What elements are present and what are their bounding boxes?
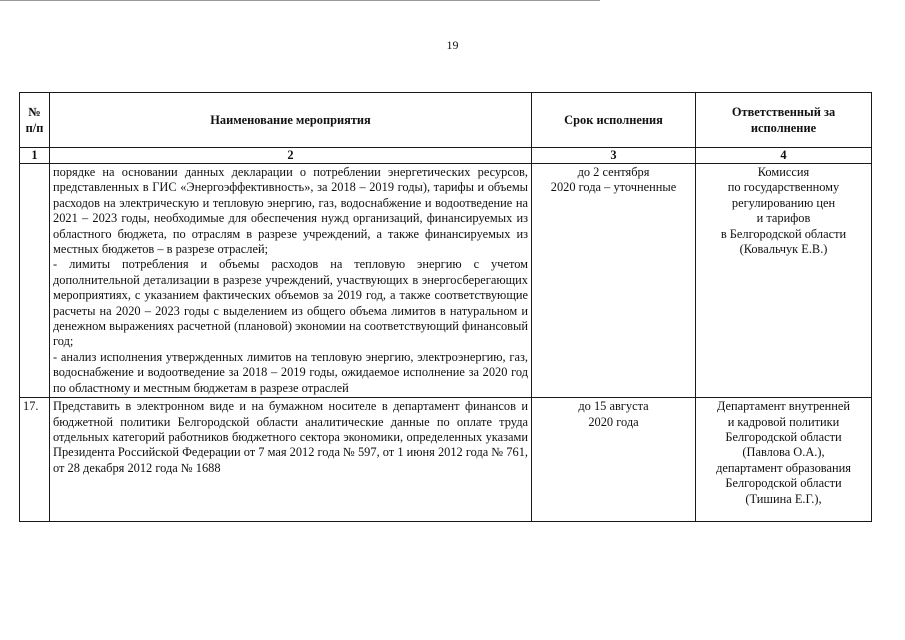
description-paragraph: порядке на основании данных декларации о потреблении энергетических ресурсов, представленных в ГИС «Энергоэффективность», за 2018 – 2019 годы), тарифы и объемы расходов на электрическую и тепловую энергию, газ, водоснабжение и водоотведение на 2021 – 2023 годы, необходимые для обеспечения нужд организаций, финансируемых из областного бюджета, по отраслям в разрезе учреждений, а также финансируемых из местных бюджетов – в разрезе отраслей;	[53, 165, 528, 257]
column-number-3: 3	[532, 148, 696, 164]
responsible-line: Комиссия	[757, 165, 810, 179]
table-row	[20, 164, 872, 398]
row-responsible	[696, 164, 872, 398]
term-line: до 15 августа	[578, 399, 649, 414]
row-term	[532, 164, 696, 398]
responsible-line: Департамент внутренней	[716, 399, 851, 414]
responsible-line: (Тишина Е.Г.),	[745, 491, 822, 506]
page-top-rule	[0, 0, 600, 1]
responsible-line: (Павлова О.А.),	[742, 445, 825, 460]
header-num	[20, 93, 50, 148]
responsible-line: Белгородской области	[725, 429, 842, 444]
header-responsible	[696, 93, 872, 148]
term-line: 2020 года – уточненные	[550, 180, 677, 195]
responsible-line: по государственному	[727, 180, 840, 195]
row-term	[532, 398, 696, 522]
column-number-row	[20, 148, 872, 164]
term-line: 2020 года	[588, 414, 639, 429]
term-line: до 2 сентября	[577, 165, 650, 179]
action-plan-table	[19, 92, 872, 522]
table-row	[20, 398, 872, 522]
responsible-line: регулированию цен	[731, 195, 836, 210]
description-paragraph: Представить в электронном виде и на бумажном носителе в департамент финансов и бюджетной политики Белгородской области аналитические данные по оплате труда отдельных категорий работников бюджетного сектора экономики, определенных указами Президента Российской Федерации от 7 мая 2012 года № 597, от 1 июня 2012 года № 761, от 28 декабря 2012 года № 1688	[53, 399, 528, 475]
row-description	[50, 398, 532, 522]
responsible-line: и кадровой политики	[727, 414, 840, 429]
row-number	[20, 164, 50, 398]
responsible-line: департамент образования	[716, 460, 851, 475]
responsible-line: (Ковальчук Е.В.)	[739, 242, 828, 257]
page-number: 19	[446, 38, 459, 52]
column-number-1: 1	[20, 148, 50, 164]
header-term: Срок исполнения	[532, 93, 696, 148]
responsible-line: и тарифов	[756, 211, 811, 226]
row-description	[50, 164, 532, 398]
header-num-label: № п/п	[25, 105, 44, 135]
table-header-row	[20, 93, 872, 148]
responsible-line: в Белгородской области	[720, 226, 847, 241]
description-paragraph: - лимиты потребления и объемы расходов на тепловую энергию с учетом дополнительной детализации в разрезе учреждений, участвующих в энергосберегающих мероприятиях, с указанием фактических объемов за 2019 год, а также соответствующие расчеты на 2020 – 2023 годы с выделением из общего объема лимитов в натуральном и денежном выражениях расчетной (плановой) экономии на соответствующий финансовый год;	[53, 257, 528, 349]
row-number: 17.	[20, 398, 50, 522]
column-number-4: 4	[696, 148, 872, 164]
description-paragraph: - анализ исполнения утвержденных лимитов на тепловую энергию, электроэнергию, газ, водоснабжение и водоотведение за 2018 – 2019 годы, ожидаемое исполнение за 2020 год по областному и местным бюджетам в разрезе отраслей	[53, 349, 528, 395]
header-name: Наименование мероприятия	[50, 93, 532, 148]
responsible-line: Белгородской области	[725, 476, 842, 491]
header-responsible-label: Ответственный за исполнение	[731, 105, 836, 135]
row-responsible	[696, 398, 872, 522]
column-number-2: 2	[50, 148, 532, 164]
